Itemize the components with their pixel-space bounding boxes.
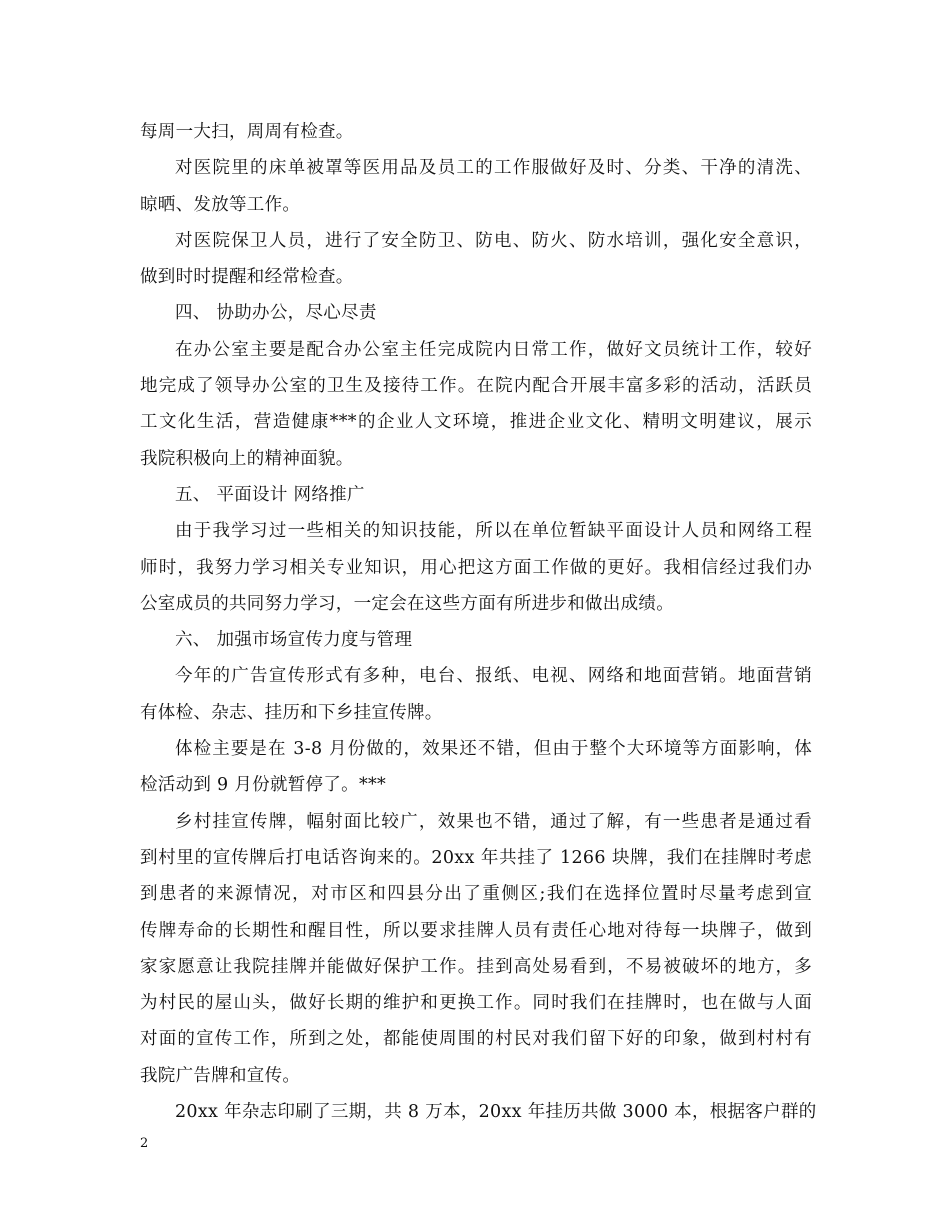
text-line: 有体检、杂志、挂历和下乡挂宣传牌。 xyxy=(140,702,443,723)
text-line: 到患者的来源情况，对市区和四县分出了重侧区;我们在选择位置时尽量考虑到宣 xyxy=(140,884,812,905)
body-text xyxy=(140,114,817,1130)
page-number: 2 xyxy=(140,1136,149,1151)
text-line: 晾晒、发放等工作。 xyxy=(140,194,301,215)
text-line: 公室成员的共同努力学习，一定会在这些方面有所进步和做出成绩。 xyxy=(140,593,674,614)
text-line: 20xx 年杂志印刷了三期，共 8 万本，20xx 年挂历共做 3000 本，根据客户群的 xyxy=(175,1102,817,1123)
text-line: 乡村挂宣传牌，幅射面比较广，效果也不错，通过了解，有一些患者是通过看 xyxy=(175,811,812,832)
text-line: 每周一大扫，周周有检查。 xyxy=(140,122,354,142)
text-line: 做到时时提醒和经常检查。 xyxy=(140,267,354,288)
text-line: 为村民的屋山头，做好长期的维护和更换工作。同时我们在挂牌时，也在做与人面 xyxy=(140,993,812,1014)
text-line: 到村里的宣传牌后打电话咨询来的。20xx 年共挂了 1266 块牌，我们在挂牌时考虑 xyxy=(140,847,812,868)
text-line: 在办公室主要是配合办公室主任完成院内日常工作，做好文员统计工作，较好 xyxy=(175,339,812,360)
text-line: 工文化生活，营造健康***的企业人文环境，推进企业文化、精明文明建议，展示 xyxy=(140,412,812,433)
text-line: 六、 加强市场宣传力度与管理 xyxy=(175,630,413,651)
text-line: 四、 协助办公，尽心尽责 xyxy=(175,303,377,324)
text-line: 我院积极向上的精神面貌。 xyxy=(140,448,354,469)
text-line: 家家愿意让我院挂牌并能做好保护工作。挂到高处易看到，不易被破坏的地方，多 xyxy=(140,956,812,977)
text-line: 地完成了领导办公室的卫生及接待工作。在院内配合开展丰富多彩的活动，活跃员 xyxy=(140,376,812,397)
text-line: 对面的宣传工作，所到之处，都能使周围的村民对我们留下好的印象，做到村村有 xyxy=(140,1029,812,1050)
text-line: 由于我学习过一些相关的知识技能，所以在单位暂缺平面设计人员和网络工程 xyxy=(175,521,812,542)
text-line: 传牌寿命的长期性和醒目性，所以要求挂牌人员有责任心地对待每一块牌子，做到 xyxy=(140,920,812,941)
text-line: 对医院保卫人员，进行了安全防卫、防电、防火、防水培训，强化安全意识， xyxy=(175,230,812,251)
text-line: 对医院里的床单被罩等医用品及员工的工作服做好及时、分类、干净的清洗、 xyxy=(175,158,812,179)
text-line: 检活动到 9 月份就暂停了。*** xyxy=(140,775,387,796)
text-line: 体检主要是在 3-8 月份做的，效果还不错，但由于整个大环境等方面影响，体 xyxy=(175,739,812,760)
text-line: 五、 平面设计 网络推广 xyxy=(175,484,365,505)
text-line: 今年的广告宣传形式有多种，电台、报纸、电视、网络和地面营销。地面营销 xyxy=(175,666,812,687)
text-line: 师时，我努力学习相关专业知识，用心把这方面工作做的更好。我相信经过我们办 xyxy=(140,557,812,578)
text-line: 我院广告牌和宣传。 xyxy=(140,1065,301,1086)
